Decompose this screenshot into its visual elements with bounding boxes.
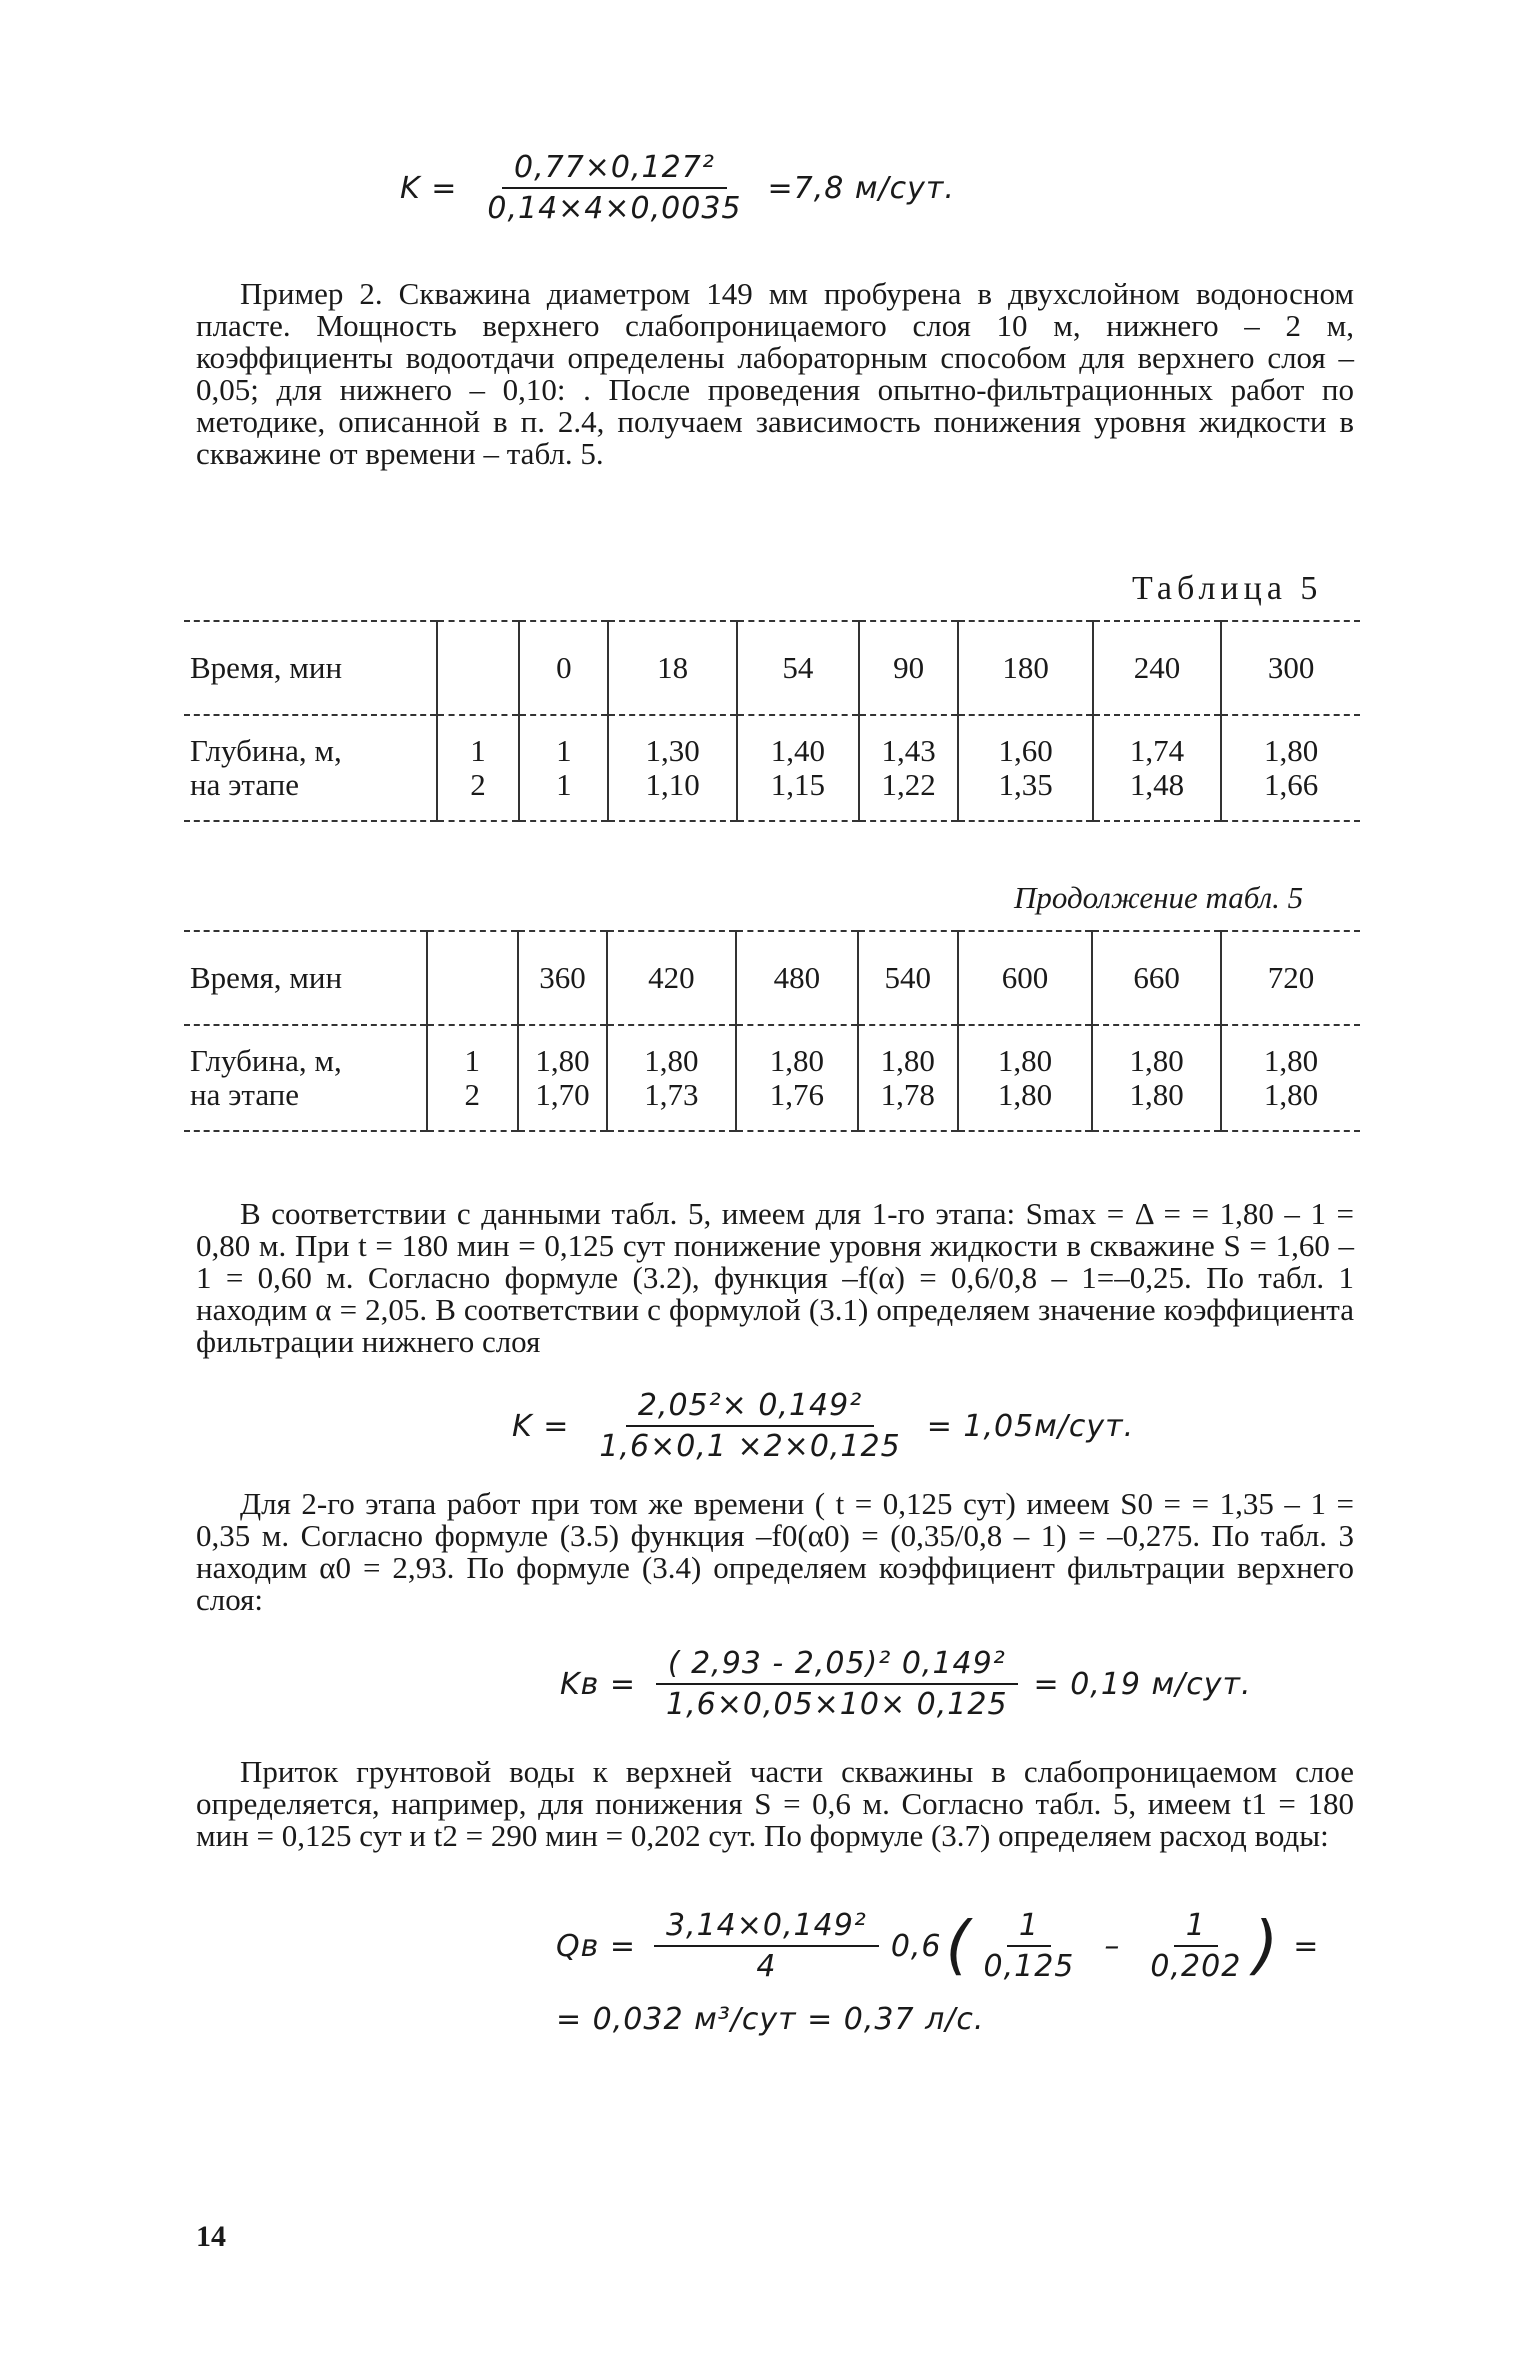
formula-fraction xyxy=(972,1908,1087,1984)
time-cell: 0 xyxy=(519,621,608,715)
depth-value: 1,80 xyxy=(769,1043,824,1078)
paragraph-stage-2-text: Для 2-го этапа работ при том же времени ( t = 0,125 сут) имеем S0 = = 1,35 – 1 = 0,35 м. Согласно формуле (3.5) функция –f0(α0) = (0,35/0,8 – 1) = –0,275. По табл. 3 находим α0 = 2,93. По формуле (3.4) определяем коэффициент фильтрации верхнего слоя: xyxy=(196,1486,1354,1617)
formula-denominator: 0,14×4×0,0035 xyxy=(487,191,742,226)
time-label: Время, мин xyxy=(184,621,437,715)
depth-cell xyxy=(608,715,736,821)
depth-cell xyxy=(859,715,958,821)
time-cell: 540 xyxy=(858,931,958,1025)
formula-numerator: 1 xyxy=(1007,1908,1051,1947)
table-5-caption: Таблица 5 xyxy=(1132,570,1323,607)
time-cell: 300 xyxy=(1221,621,1360,715)
depth-cell xyxy=(737,715,859,821)
depth-value: 1,66 xyxy=(1263,767,1319,802)
depth-value: 1,35 xyxy=(998,767,1053,802)
formula-denominator: 0,125 xyxy=(983,1949,1075,1984)
time-cell: 180 xyxy=(958,621,1093,715)
depth-cell xyxy=(958,1025,1093,1131)
depth-cell xyxy=(1093,715,1221,821)
depth-value: 1,15 xyxy=(770,767,825,802)
depth-value: 1,48 xyxy=(1129,767,1185,802)
depth-value: 1,78 xyxy=(880,1077,935,1112)
formula-lhs: Qв = xyxy=(556,1928,636,1964)
formula-q-result: = 0,032 м³/сут = 0,37 л/с. xyxy=(556,2002,985,2037)
depth-value: 1,80 xyxy=(1263,733,1319,768)
stage-number: 1 xyxy=(464,1043,481,1078)
depth-value: 1,80 xyxy=(1263,1043,1319,1078)
formula-k-second xyxy=(512,1388,1134,1464)
depth-value: 1,80 xyxy=(997,1043,1053,1078)
depth-value: 1,80 xyxy=(535,1043,590,1078)
stage-cell xyxy=(427,1025,518,1131)
table-row-depth xyxy=(184,715,1360,821)
formula-result: = xyxy=(1293,1928,1320,1964)
depth-value: 1,80 xyxy=(1129,1077,1184,1112)
paragraph-inflow xyxy=(196,1756,1354,1852)
formula-denominator: 1,6×0,1 ×2×0,125 xyxy=(599,1429,901,1464)
depth-value: 1,60 xyxy=(998,733,1053,768)
formula-numerator: 2,05²× 0,149² xyxy=(626,1388,874,1427)
depth-label xyxy=(184,1025,427,1131)
paragraph-inflow-text: Приток грунтовой воды к верхней части скважины в слабопроницаемом слое определяется, например, для понижения S = 0,6 м. Согласно табл. 5, имеем t1 = 180 мин = 0,125 сут и t2 = 290 мин = 0,202 сут. По формуле (3.7) определяем расход воды: xyxy=(196,1754,1354,1853)
example-2-text: Скважина диаметром 149 мм пробурена в двухслойном водоносном пласте. Мощность верхнего слабопроницаемого слоя 10 м, нижнего – 2 м, коэффициенты водоотдачи определены лабораторным способом для верхнего слоя – 0,05; для нижнего – 0,10: . После проведения опытно-фильтрационных работ по методике, описанной в п. 2.4, получаем зависимость понижения уровня жидкости в скважине от времени – табл. 5. xyxy=(196,276,1354,471)
formula-result: = 1,05м/сут. xyxy=(926,1408,1135,1444)
formula-fraction xyxy=(654,1646,1020,1722)
time-cell: 420 xyxy=(607,931,736,1025)
depth-cell xyxy=(519,715,608,821)
stage-column-header xyxy=(427,931,518,1025)
time-cell: 360 xyxy=(518,931,607,1025)
depth-value: 1 xyxy=(556,733,572,768)
depth-value: 1,80 xyxy=(1263,1077,1319,1112)
time-cell: 720 xyxy=(1221,931,1360,1025)
stage-number: 2 xyxy=(464,1077,481,1112)
depth-value: 1,73 xyxy=(644,1077,699,1112)
formula-k-first xyxy=(400,150,955,226)
formula-operator: – xyxy=(1104,1928,1121,1964)
example-2-title: Пример 2. xyxy=(240,276,383,311)
formula-numerator: ( 2,93 - 2,05)² 0,149² xyxy=(656,1646,1018,1685)
depth-value: 1,43 xyxy=(881,733,936,768)
formula-numerator: 1 xyxy=(1174,1908,1218,1947)
depth-label-line2: на этапе xyxy=(190,767,300,802)
page-number: 14 xyxy=(196,2220,226,2253)
depth-value: 1,80 xyxy=(644,1043,699,1078)
depth-value: 1 xyxy=(556,767,572,802)
paragraph-stage-2 xyxy=(196,1488,1354,1616)
depth-value: 1,10 xyxy=(645,767,700,802)
formula-numerator: 3,14×0,149² xyxy=(654,1908,879,1947)
stage-number: 2 xyxy=(470,767,486,802)
stage-cell xyxy=(437,715,520,821)
formula-numerator: 0,77×0,127² xyxy=(502,150,727,189)
formula-denominator: 0,202 xyxy=(1150,1949,1242,1984)
depth-value: 1,80 xyxy=(880,1043,935,1078)
depth-cell xyxy=(1221,1025,1360,1131)
table-5 xyxy=(184,620,1360,822)
depth-cell xyxy=(518,1025,607,1131)
formula-fraction xyxy=(587,1388,912,1464)
formula-fraction xyxy=(654,1908,879,1984)
time-cell: 480 xyxy=(736,931,858,1025)
formula-lhs: K = xyxy=(400,170,458,206)
depth-value: 1,74 xyxy=(1129,733,1185,768)
paragraph-stage-1 xyxy=(196,1198,1354,1358)
time-cell: 90 xyxy=(859,621,958,715)
depth-value: 1,30 xyxy=(645,733,700,768)
table-5-continuation xyxy=(184,930,1360,1132)
table-row-time xyxy=(184,621,1360,715)
depth-cell xyxy=(858,1025,958,1131)
depth-cell xyxy=(1092,1025,1221,1131)
depth-label-line1: Глубина, м, xyxy=(190,1043,342,1078)
formula-lhs: Kв = xyxy=(560,1666,637,1702)
depth-value: 1,76 xyxy=(769,1077,824,1112)
formula-result: = 0,19 м/сут. xyxy=(1033,1666,1252,1702)
example-2-paragraph xyxy=(196,278,1354,470)
paragraph-stage-1-text: В соответствии с данными табл. 5, имеем для 1-го этапа: Smax = Δ = = 1,80 – 1 = 0,80 м. При t = 180 мин = 0,125 сут понижение уровня жидкости в скважине S = 1,60 – 1 = 0,60 м. Согласно формуле (3.2), функция –f(α) = 0,6/0,8 – 1=–0,25. По табл. 1 находим α = 2,05. В соответствии с формулой (3.1) определяем значение коэффициента фильтрации нижнего слоя xyxy=(196,1196,1354,1359)
depth-cell xyxy=(958,715,1093,821)
formula-lhs: K = xyxy=(512,1408,570,1444)
depth-value: 1,22 xyxy=(881,767,936,802)
depth-cell xyxy=(736,1025,858,1131)
depth-value: 1,70 xyxy=(535,1077,590,1112)
depth-label xyxy=(184,715,437,821)
formula-result: =7,8 м/сут. xyxy=(767,170,955,206)
formula-factor: 0,6 xyxy=(890,1928,942,1964)
stage-column-header xyxy=(437,621,520,715)
formula-denominator: 4 xyxy=(756,1949,777,1984)
time-cell: 18 xyxy=(608,621,736,715)
table-5-continuation-caption: Продолжение табл. 5 xyxy=(1014,880,1304,915)
formula-q: Qв = $\frac{\text{3,14×0,149²}}{4}$ 0,6 ( $\frac{1}{0,125}$ – $\frac{1}{0,202}$ ) = xyxy=(556,1908,1320,1984)
stage-number: 1 xyxy=(470,733,486,768)
depth-value: 1,80 xyxy=(1129,1043,1184,1078)
time-cell: 54 xyxy=(737,621,859,715)
time-cell: 600 xyxy=(958,931,1093,1025)
table-row-time xyxy=(184,931,1360,1025)
depth-value: 1,40 xyxy=(770,733,825,768)
depth-value: 1,80 xyxy=(997,1077,1053,1112)
formula-fraction xyxy=(475,150,753,226)
time-label: Время, мин xyxy=(184,931,427,1025)
depth-cell xyxy=(1221,715,1360,821)
depth-label-line1: Глубина, м, xyxy=(190,733,342,768)
time-cell: 240 xyxy=(1093,621,1221,715)
formula-denominator: 1,6×0,05×10× 0,125 xyxy=(666,1687,1008,1722)
depth-label-line2: на этапе xyxy=(190,1077,300,1112)
formula-fraction xyxy=(1138,1908,1253,1984)
formula-k-upper-layer xyxy=(560,1646,1252,1722)
depth-cell xyxy=(607,1025,736,1131)
table-row-depth xyxy=(184,1025,1360,1131)
time-cell: 660 xyxy=(1092,931,1221,1025)
